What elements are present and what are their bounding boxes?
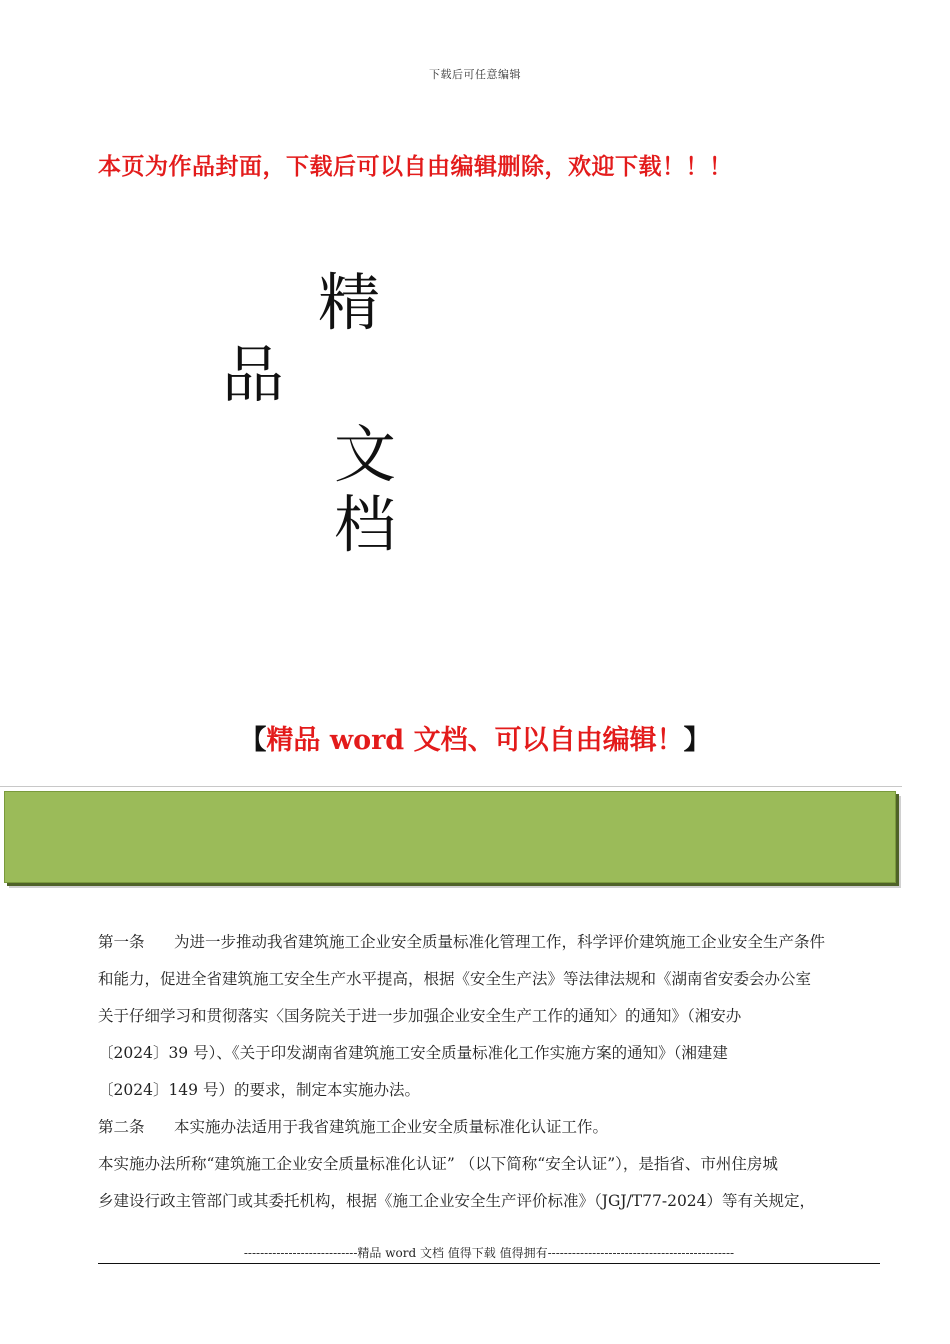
promo-close-bracket: 】 (683, 725, 711, 756)
cover-char-pin: 品 (222, 338, 285, 411)
promo-line (0, 718, 950, 757)
article-2-text-1: 本实施办法适用于我省建筑施工企业安全质量标准化认证工作。 (174, 1118, 609, 1136)
promo-open-bracket: 【 (239, 725, 267, 756)
article-2-line-3: 乡建设行政主管部门或其委托机构，根据《施工企业安全生产评价标准》（JGJ/T77-2024）等有关规定， (98, 1192, 816, 1210)
cover-char-dang: 档 (334, 488, 397, 561)
article-1-line-3: 关于仔细学习和贯彻落实〈国务院关于进一步加强企业安全生产工作的通知〉的通知》（湘安办 (98, 1007, 742, 1025)
page-header: 下载后可任意编辑 (429, 68, 521, 81)
cover-char-wen: 文 (334, 418, 397, 491)
document-body (98, 924, 884, 1220)
article-2-line-2: 本实施办法所称“建筑施工企业安全质量标准化认证” （以下简称“安全认证”），是指省、市州住房城 (98, 1155, 778, 1173)
green-banner-fill (4, 791, 896, 883)
page-footer: ----------------------------精品 word 文档 值得下载 值得拥有---------------------------------------------- (98, 1244, 880, 1264)
article-1-line-2: 和能力，促进全省建筑施工安全生产水平提高，根据《安全生产法》等法律法规和《湖南省安委会办公室 (98, 970, 812, 988)
cover-char-jing: 精 (318, 266, 381, 339)
article-2-number: 第二条 (98, 1118, 145, 1136)
cover-notice: 本页为作品封面，下载后可以自由编辑删除，欢迎下载！！！ (98, 153, 733, 180)
article-2-line-1 (98, 1109, 884, 1146)
article-1-line-1 (98, 924, 884, 961)
article-1-line-5: 〔2024〕149 号）的要求，制定本实施办法。 (98, 1081, 420, 1099)
article-1-line-4: 〔2024〕39 号）、《关于印发湖南省建筑施工安全质量标准化工作实施方案的通知》（湘建建 (98, 1044, 728, 1062)
article-1-text-1: 为进一步推动我省建筑施工企业安全质量标准化管理工作，科学评价建筑施工企业安全生产条件 (174, 933, 826, 951)
promo-text: 精品 word 文档、可以自由编辑！ (266, 725, 684, 756)
article-1-number: 第一条 (98, 933, 145, 951)
green-banner (0, 786, 902, 889)
